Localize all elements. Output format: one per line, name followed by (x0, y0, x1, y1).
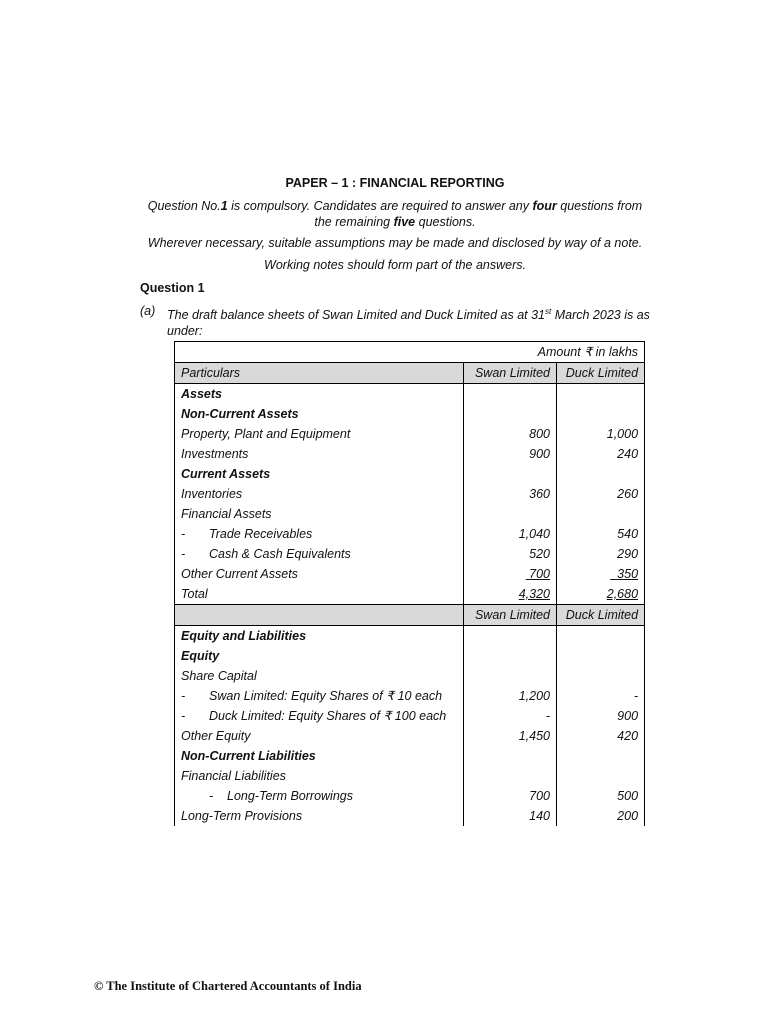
table-row (175, 424, 645, 444)
duck-value: 500 (557, 786, 645, 806)
table-row (175, 384, 645, 405)
swan-value: 900 (464, 444, 557, 464)
duck-value: 420 (557, 726, 645, 746)
section-equity: Equity (175, 646, 464, 666)
amount-note-row (175, 342, 645, 363)
swan-value: 1,200 (464, 686, 557, 706)
table-row (175, 444, 645, 464)
duck-value: 540 (557, 524, 645, 544)
instruction-compulsory: Question No.1 is compulsory. Candidates are required to answer any four questions from the remaining five questions. (147, 199, 643, 229)
amount-note: Amount ₹ in lakhs (175, 342, 645, 363)
table-row (175, 524, 645, 544)
swan-value: 700 (464, 786, 557, 806)
swan-value: 140 (464, 806, 557, 826)
header-particulars: Particulars (175, 363, 464, 384)
row-label: Other Equity (175, 726, 464, 746)
header-swan: Swan Limited (464, 363, 557, 384)
swan-value: 360 (464, 484, 557, 504)
instruction-working-notes: Working notes should form part of the answers. (264, 258, 526, 272)
duck-value: 350 (557, 564, 645, 584)
section-equity-liabilities: Equity and Liabilities (175, 626, 464, 647)
row-label: - Long-Term Borrowings (175, 786, 464, 806)
section-assets: Assets (175, 384, 464, 405)
section-non-current-liabilities: Non-Current Liabilities (175, 746, 464, 766)
header-swan: Swan Limited (464, 605, 557, 626)
balance-sheet-table (174, 341, 645, 826)
swan-value: 520 (464, 544, 557, 564)
table-row (175, 544, 645, 564)
row-label: Property, Plant and Equipment (175, 424, 464, 444)
question-heading: Question 1 (140, 281, 205, 295)
question-text: The draft balance sheets of Swan Limited and Duck Limited as at 31st March 2023 is as under: (167, 307, 650, 339)
header-duck: Duck Limited (557, 363, 645, 384)
table-header-row (175, 363, 645, 384)
swan-value: 800 (464, 424, 557, 444)
row-label: Financial Assets (175, 504, 464, 524)
swan-value: - (464, 706, 557, 726)
section-current-assets: Current Assets (175, 464, 464, 484)
duck-value: 240 (557, 444, 645, 464)
swan-value: 700 (464, 564, 557, 584)
row-label: Other Current Assets (175, 564, 464, 584)
row-label: - Duck Limited: Equity Shares of ₹ 100 each (175, 706, 464, 726)
section-non-current-assets: Non-Current Assets (175, 404, 464, 424)
table-row (175, 726, 645, 746)
swan-total: 4,320 (464, 584, 557, 605)
row-label: Inventories (175, 484, 464, 504)
row-label: Share Capital (175, 666, 464, 686)
table-header-row (175, 605, 645, 626)
table-row (175, 746, 645, 766)
table-row (175, 464, 645, 484)
table-row (175, 646, 645, 666)
table-row (175, 504, 645, 524)
duck-total: 2,680 (557, 584, 645, 605)
row-label: Total (175, 584, 464, 605)
question-part-label: (a) (140, 304, 156, 318)
duck-value: - (557, 686, 645, 706)
row-label: - Cash & Cash Equivalents (175, 544, 464, 564)
duck-value: 200 (557, 806, 645, 826)
duck-value: 900 (557, 706, 645, 726)
table-row (175, 686, 645, 706)
table-row (175, 766, 645, 786)
swan-value: 1,040 (464, 524, 557, 544)
row-label: Long-Term Provisions (175, 806, 464, 826)
footer-copyright: © The Institute of Chartered Accountants of India (94, 979, 362, 993)
table-row (175, 564, 645, 584)
duck-value: 260 (557, 484, 645, 504)
swan-value: 1,450 (464, 726, 557, 746)
paper-title: PAPER – 1 : FINANCIAL REPORTING (285, 176, 505, 190)
table-row (175, 484, 645, 504)
row-label: - Trade Receivables (175, 524, 464, 544)
row-label: Financial Liabilities (175, 766, 464, 786)
duck-value: 290 (557, 544, 645, 564)
table-row (175, 584, 645, 605)
table-row (175, 706, 645, 726)
table-row (175, 786, 645, 806)
row-label: - Swan Limited: Equity Shares of ₹ 10 each (175, 686, 464, 706)
table-row (175, 626, 645, 647)
table-row (175, 404, 645, 424)
row-label: Investments (175, 444, 464, 464)
duck-value: 1,000 (557, 424, 645, 444)
table-row (175, 806, 645, 826)
table-row (175, 666, 645, 686)
header-duck: Duck Limited (557, 605, 645, 626)
instruction-assumptions: Wherever necessary, suitable assumptions may be made and disclosed by way of a note. (147, 236, 643, 250)
